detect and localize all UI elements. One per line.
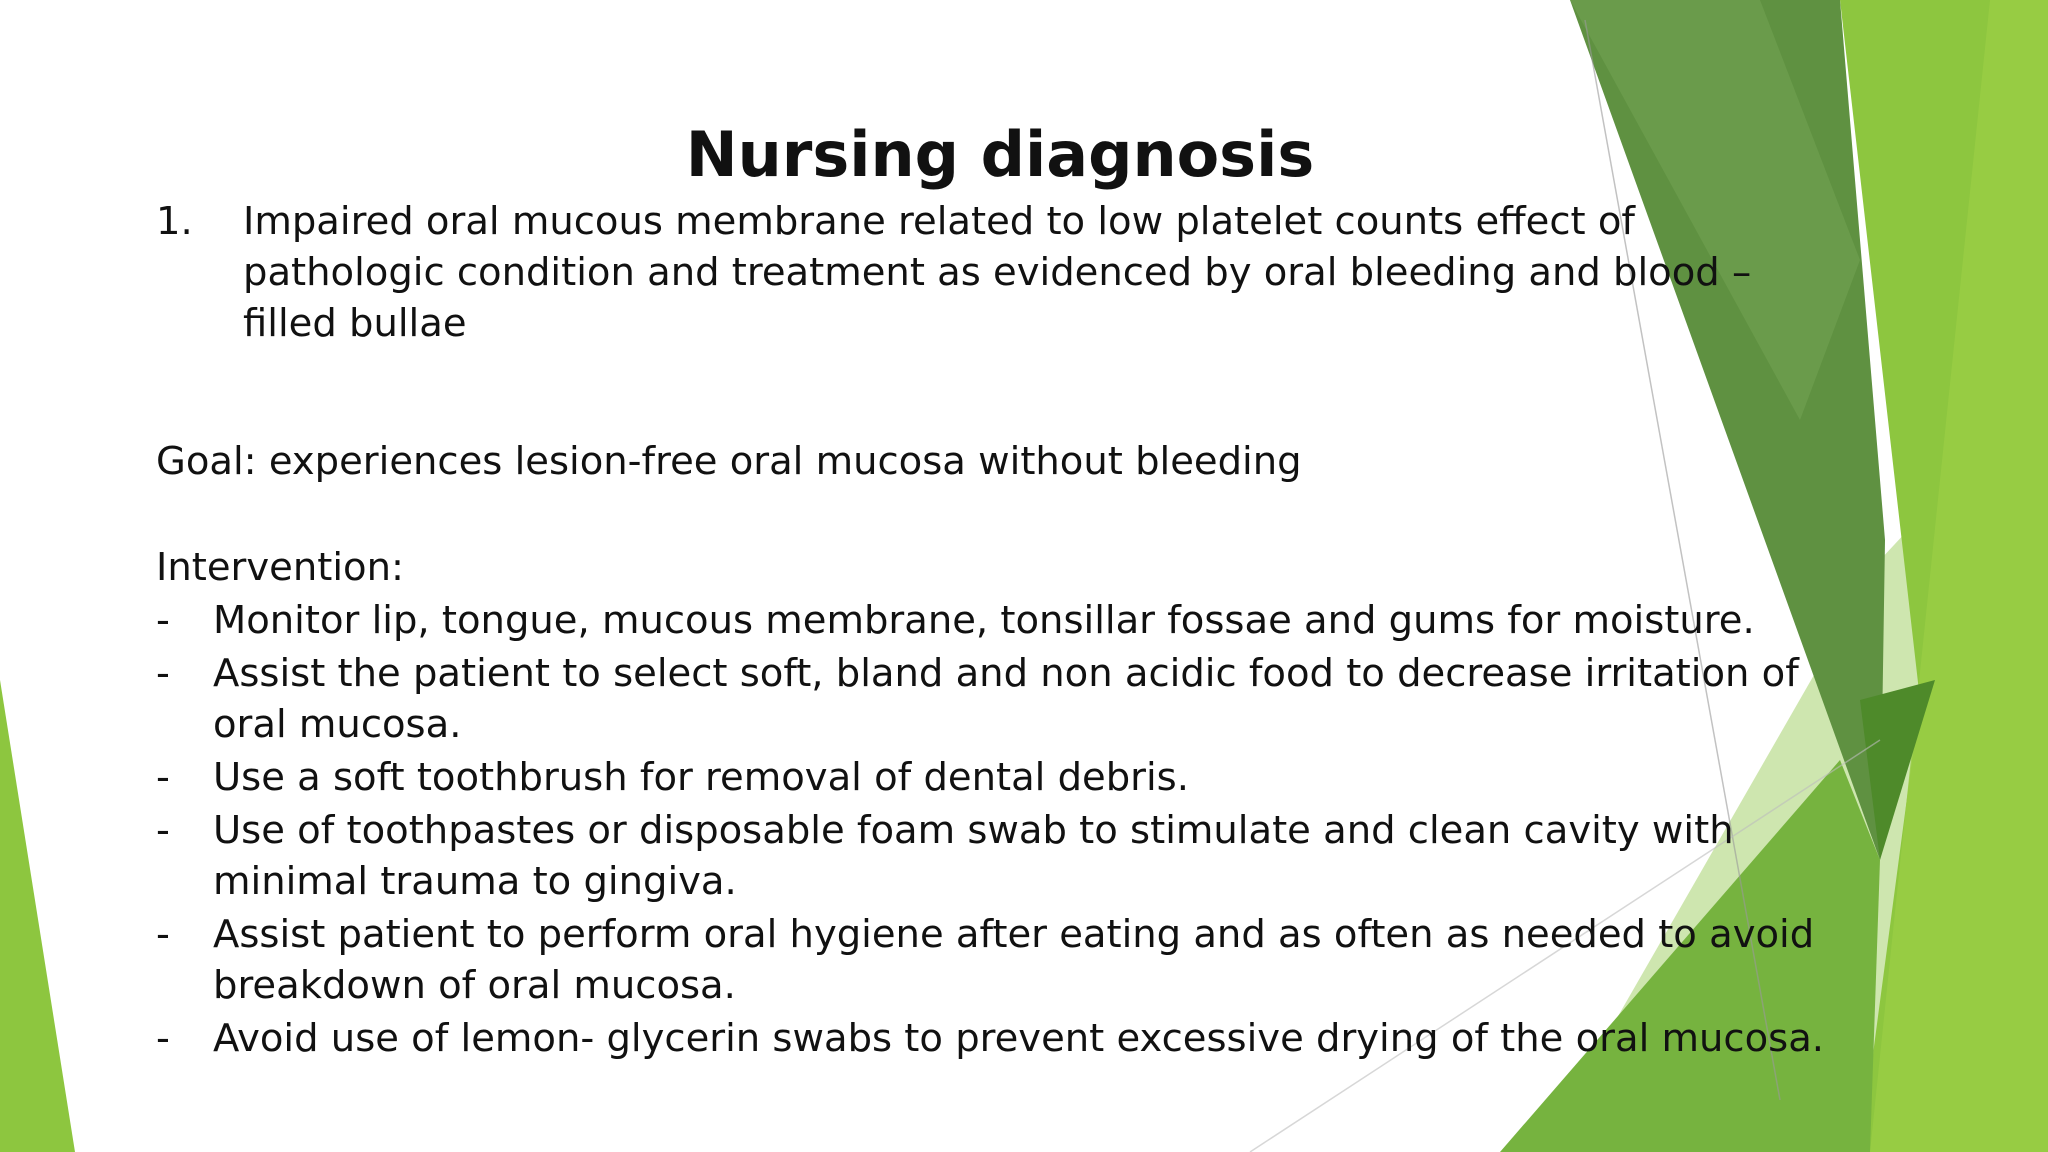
diagnosis-number: 1. [156,199,193,244]
bullet-marker: - [156,1016,170,1061]
diagnosis-item [156,196,1896,349]
diagnosis-text: Impaired oral mucous membrane related to low platelet counts effect of pathologic condition and treatment as evidenced by oral bleeding and blood –filled bullae [243,199,1752,346]
intervention-text: Avoid use of lemon- glycerin swabs to prevent excessive drying of the oral mucosa. [213,1016,1825,1061]
bullet-marker: - [156,651,170,696]
intervention-text: Assist patient to perform oral hygiene after eating and as often as needed to avoid breakdown of oral mucosa. [213,912,1815,1008]
bullet-marker: - [156,912,170,957]
goal-text: Goal: experiences lesion-free oral mucosa without bleeding [156,439,1302,484]
intervention-text: Use of toothpastes or disposable foam swab to stimulate and clean cavity with minimal trauma to gingiva. [213,808,1734,904]
bullet-marker: - [156,755,170,800]
intervention-text: Assist the patient to select soft, bland and non acidic food to decrease irritation of oral mucosa. [213,651,1799,747]
intervention-heading: Intervention: [156,545,404,590]
intervention-text: Monitor lip, tongue, mucous membrane, tonsillar fossae and gums for moisture. [213,598,1755,643]
bullet-marker: - [156,808,170,853]
intervention-item [156,805,1896,907]
slide-title: Nursing diagnosis [685,118,1315,191]
intervention-item [156,909,1896,1011]
intervention-text: Use a soft toothbrush for removal of dental debris. [213,755,1189,800]
bullet-marker: - [156,598,170,643]
intervention-item [156,648,1896,750]
slide-body [156,196,1896,1064]
intervention-item [156,752,1896,803]
left-green-sliver [0,680,75,1152]
intervention-item [156,595,1896,646]
intervention-item [156,1013,1896,1064]
